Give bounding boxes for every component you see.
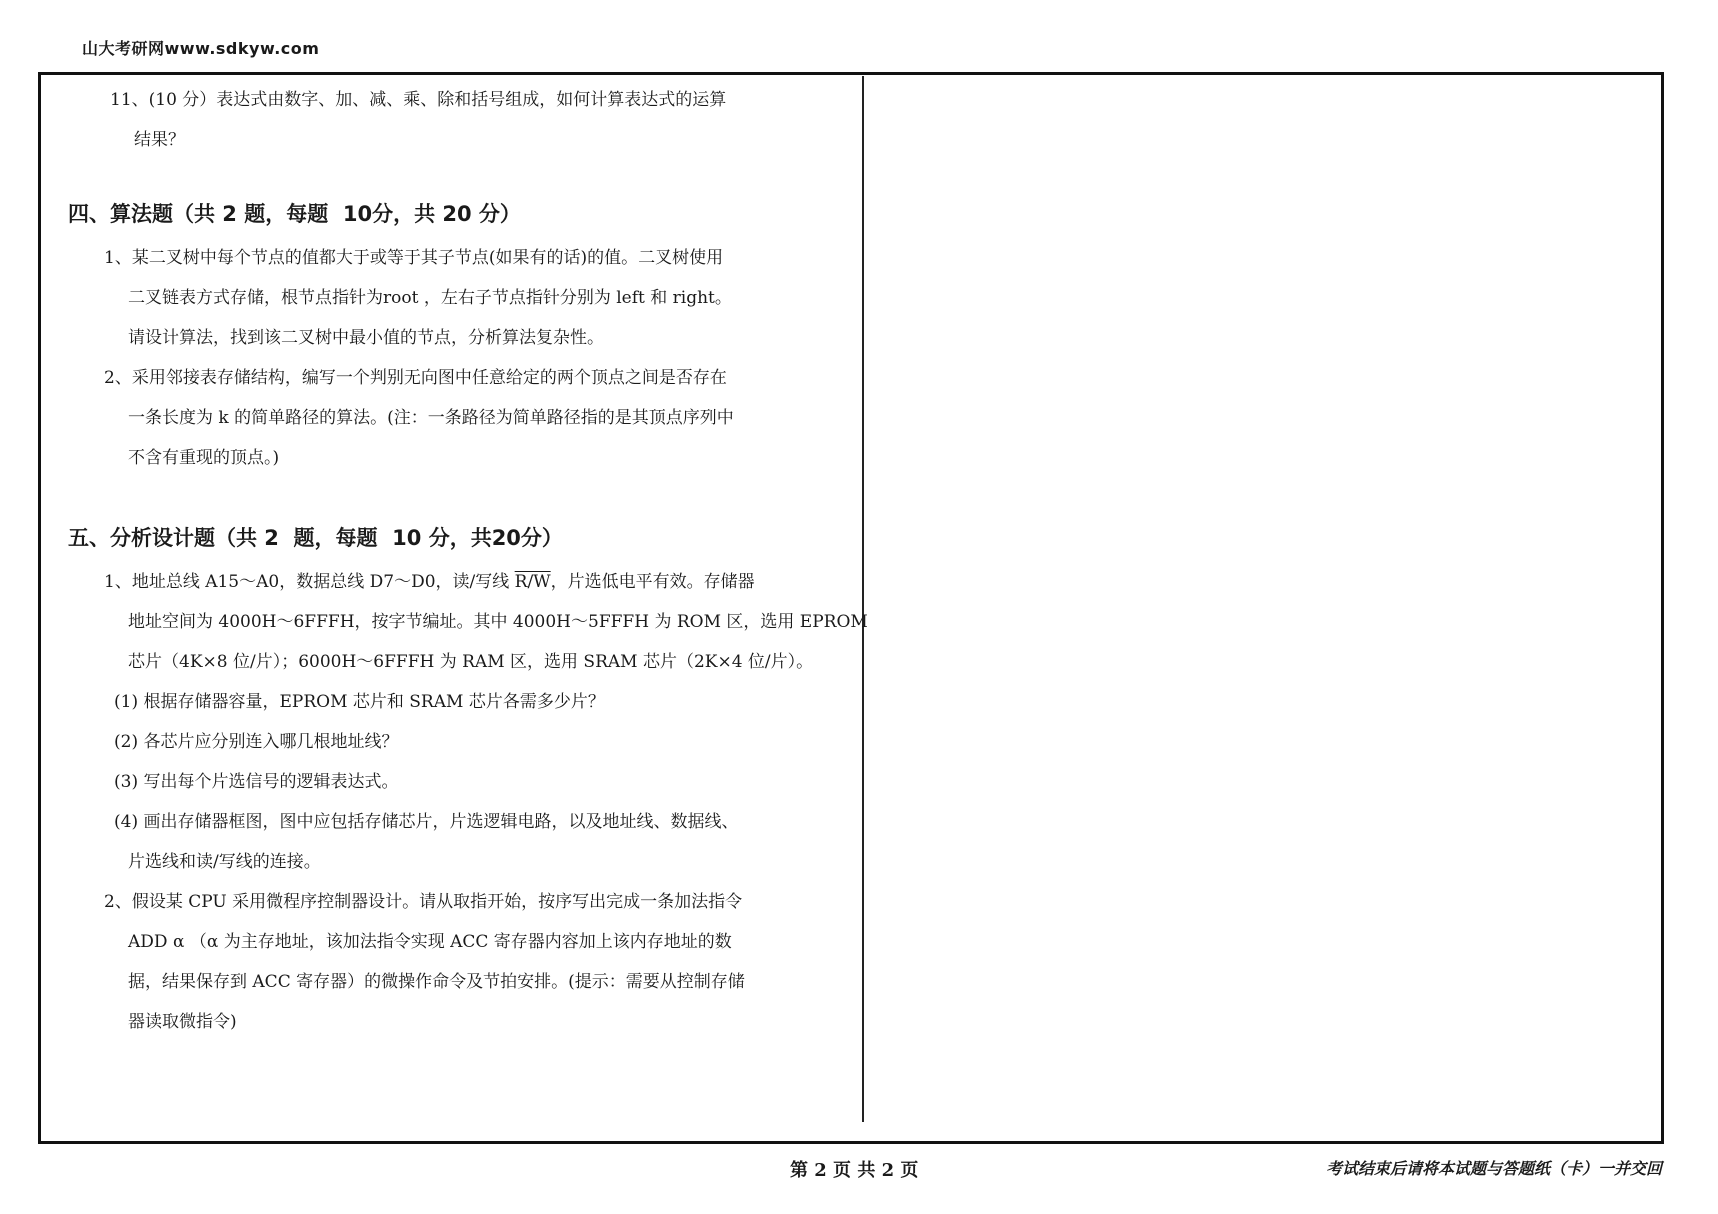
subquestion-2: (2) 各芯片应分别连入哪几根地址线？ (114, 732, 399, 752)
rw-signal: R/W (514, 572, 551, 592)
section-5-q1-line-3: 芯片（4K×8 位/片）；6000H～6FFFH 为 RAM 区，选用 SRAM 芯片（2K×4 位/片）。 (128, 652, 814, 672)
section-5-q1-line-1-a: 1、地址总线 A15～A0，数据总线 D7～D0，读/写线 (104, 572, 515, 592)
section-5-q2-line-4: 器读取微指令) (128, 1012, 237, 1032)
subquestion-4-line-2: 片选线和读/写线的连接。 (128, 852, 321, 872)
column-divider (862, 76, 864, 1122)
question-11 (110, 80, 838, 160)
section-4-question-1 (104, 238, 838, 358)
subquestion-1: (1) 根据存储器容量，EPROM 芯片和 SRAM 芯片各需多少片？ (114, 692, 605, 712)
section-5-question-1 (104, 562, 868, 682)
question-11-line-1: 11、(10 分）表达式由数字、加、减、乘、除和括号组成，如何计算表达式的运算 (110, 90, 727, 110)
section-5-q2-line-3: 据，结果保存到 ACC 寄存器）的微操作命令及节拍安排。(提示：需要从控制存储 (128, 972, 745, 992)
subquestion-3: (3) 写出每个片选信号的逻辑表达式。 (114, 772, 399, 792)
section-4-q2-line-1: 2、采用邻接表存储结构，编写一个判别无向图中任意给定的两个顶点之间是否存在 (104, 368, 727, 388)
question-column (68, 80, 868, 1042)
section-5-q1-line-1-b: ，片选低电平有效。存储器 (550, 572, 755, 592)
subquestion-4-line-1: (4) 画出存储器框图，图中应包括存储芯片，片选逻辑电路，以及地址线、数据线、 (114, 812, 739, 832)
section-5-q2-line-1: 2、假设某 CPU 采用微程序控制器设计。请从取指开始，按序写出完成一条加法指令 (104, 892, 743, 912)
footer-note: 考试结束后请将本试题与答题纸（卡）一并交回 (1325, 1159, 1662, 1178)
section-4-q2-line-3: 不含有重现的顶点。) (128, 448, 280, 468)
section-5-q2-line-2: ADD α （α 为主存地址，该加法指令实现 ACC 寄存器内容加上该内存地址的数 (128, 932, 732, 952)
site-header: 山大考研网www.sdkyw.com (82, 39, 320, 58)
question-11-line-2: 结果？ (134, 130, 185, 150)
section-5-question-2 (104, 882, 838, 1042)
section-5-q1-line-2: 地址空间为 4000H～6FFFH，按字节编址。其中 4000H～5FFFH 为 ROM 区，选用 EPROM (128, 612, 868, 632)
section-5-title: 五、分析设计题（共 2 题，每题 10 分，共20分） (68, 526, 563, 550)
section-5-q1-line-1 (104, 562, 838, 602)
section-4-q1-line-3: 请设计算法，找到该二叉树中最小值的节点，分析算法复杂性。 (128, 328, 604, 348)
page-number: 第 2 页 共 2 页 (790, 1160, 919, 1181)
section-4-q1-line-1: 1、某二叉树中每个节点的值都大于或等于其子节点(如果有的话)的值。二叉树使用 (104, 248, 724, 268)
section-4-title: 四、算法题（共 2 题，每题 10分，共 20 分） (68, 202, 521, 226)
section-4-q2-line-2: 一条长度为 k 的简单路径的算法。(注：一条路径为简单路径指的是其顶点序列中 (128, 408, 734, 428)
section-4-q1-line-2: 二叉链表方式存储，根节点指针为root ，左右子节点指针分别为 left 和 right。 (128, 288, 732, 308)
section-4-question-2 (104, 358, 838, 478)
section-5-q1-subquestions (114, 682, 838, 882)
